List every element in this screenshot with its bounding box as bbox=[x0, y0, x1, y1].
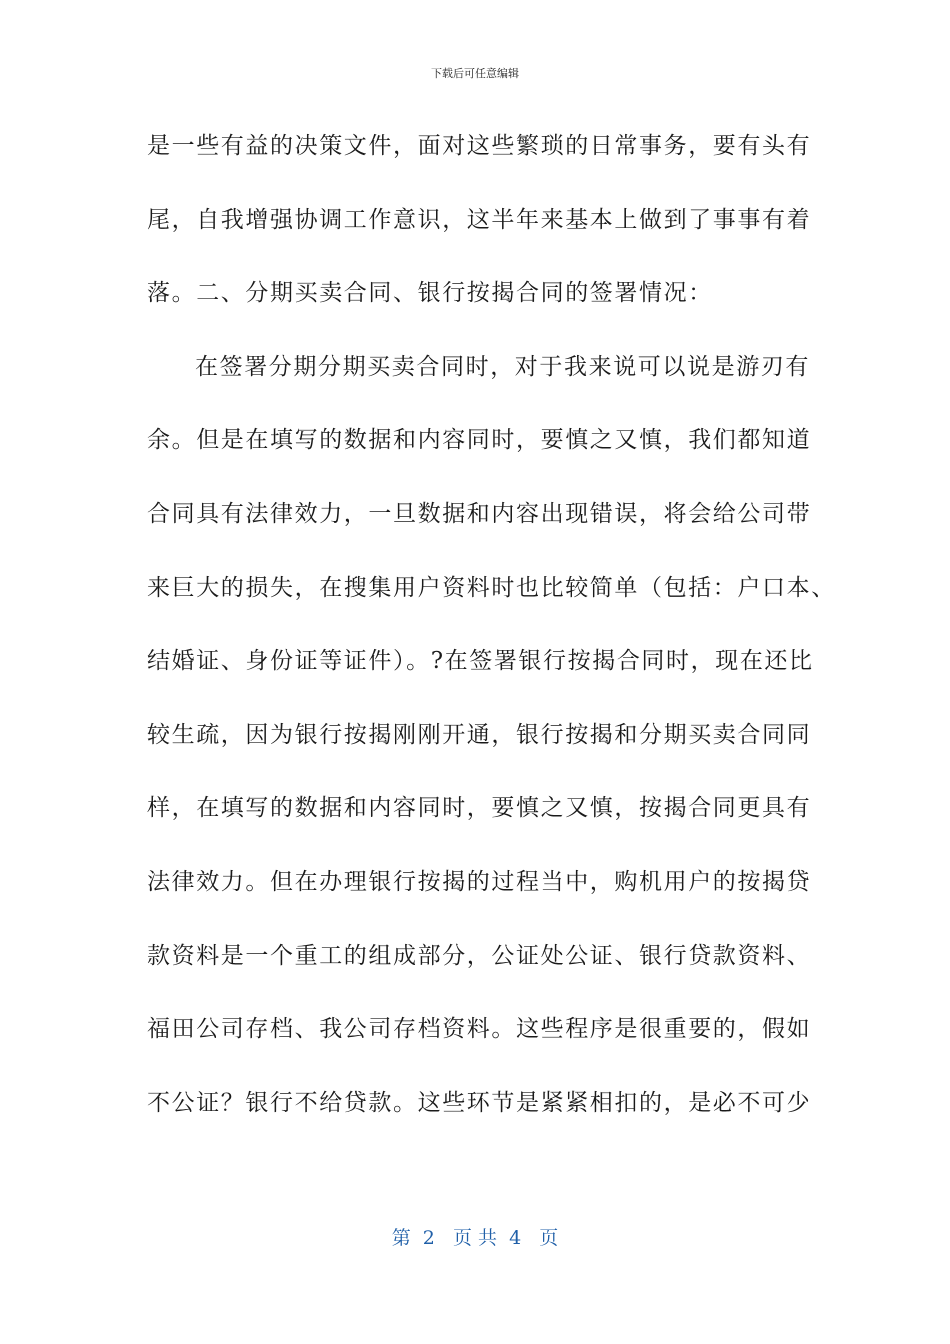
body-line-2: 尾，自我增强协调工作意识，这半年来基本上做到了事事有着 bbox=[147, 206, 812, 233]
body-line-14: 不公证？银行不给贷款。这些环节是紧紧相扣的，是必不可少 bbox=[147, 1089, 812, 1116]
body-line-4: 在签署分期分期买卖合同时，对于我来说可以说是游刃有 bbox=[195, 353, 810, 380]
body-line-9: 较生疏，因为银行按揭刚刚开通，银行按揭和分期买卖合同同 bbox=[147, 721, 812, 748]
body-line-11: 法律效力。但在办理银行按揭的过程当中，购机用户的按揭贷 bbox=[147, 868, 812, 895]
body-line-8: 结婚证、身份证等证件）。?在签署银行按揭合同时，现在还比 bbox=[147, 648, 814, 675]
document-body bbox=[147, 120, 836, 1150]
body-line-6: 合同具有法律效力，一旦数据和内容出现错误，将会给公司带 bbox=[147, 500, 812, 527]
body-line-10: 样，在填写的数据和内容同时，要慎之又慎，按揭合同更具有 bbox=[147, 795, 812, 822]
body-line-3: 落。二、分期买卖合同、银行按揭合同的签署情况： bbox=[147, 280, 713, 307]
body-line-12: 款资料是一个重工的组成部分，公证处公证、银行贷款资料、 bbox=[147, 942, 812, 969]
body-line-13: 福田公司存档、我公司存档资料。这些程序是很重要的，假如 bbox=[147, 1016, 812, 1043]
page-number-footer: 第 2 页 共 4 页 bbox=[391, 1227, 559, 1249]
body-line-1: 是一些有益的决策文件，面对这些繁琐的日常事务，要有头有 bbox=[147, 133, 812, 159]
body-line-5: 余。但是在填写的数据和内容同时，要慎之又慎，我们都知道 bbox=[147, 427, 812, 454]
page-header: 下载后可任意编辑 bbox=[431, 67, 519, 80]
body-line-7: 来巨大的损失，在搜集用户资料时也比较简单（包括：户口本、 bbox=[147, 574, 836, 601]
